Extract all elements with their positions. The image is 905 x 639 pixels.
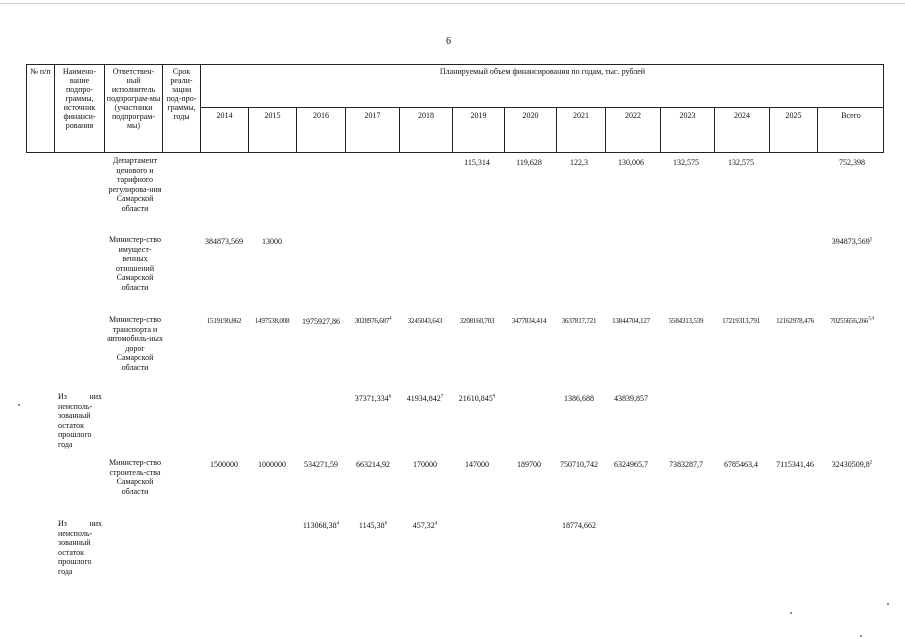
cell-number: 7383287,7 — [669, 460, 703, 469]
cell-value-2019 — [464, 158, 490, 167]
cell-number: 13844704,127 — [612, 317, 650, 325]
scan-speck — [18, 404, 20, 406]
footnote-mark: 3,4 — [868, 316, 874, 322]
header-col-name: Наимено-вание подпро-граммы, источник финанси-рования — [55, 65, 105, 152]
header-year-2017: 2017 — [346, 108, 400, 152]
cell-value-2014 — [210, 460, 238, 469]
row-note: Из них неисполь-зованный остаток прошлого года — [58, 519, 102, 576]
cell-number: 3637817,721 — [561, 317, 597, 325]
header-col-number: № п/п — [27, 65, 55, 152]
cell-number: 115,314 — [464, 158, 490, 167]
cell-value-2016 — [304, 460, 338, 469]
cell-value-2023 — [669, 460, 703, 469]
header-col-term: Срок реали-зации под-про-граммы, годы — [163, 65, 201, 152]
header-year-2020: 2020 — [505, 108, 557, 152]
scan-speck — [860, 635, 862, 637]
cell-number: 5584313,539 — [668, 317, 704, 325]
footnote-mark: 5 — [869, 237, 873, 243]
cell-number: 21610,845 — [458, 394, 493, 403]
cell-value-total — [832, 237, 873, 246]
cell-value-2025 — [776, 460, 814, 469]
cell-number: 132,575 — [673, 158, 699, 167]
cell-number: 3477834,414 — [511, 317, 547, 325]
cell-value-2023 — [669, 317, 704, 325]
cell-value-2024 — [728, 158, 754, 167]
cell-value-2021 — [564, 394, 594, 403]
cell-number: 457,32 — [412, 521, 435, 530]
cell-value-2016 — [302, 317, 340, 326]
cell-number: 37371,334 — [354, 394, 389, 403]
cell-number: 122,3 — [570, 158, 588, 167]
cell-number: 3028976,687 — [354, 317, 390, 325]
page-number: 6 — [446, 36, 451, 47]
cell-value-2019 — [459, 394, 496, 403]
cell-value-2017 — [355, 394, 392, 403]
cell-value-2021 — [562, 521, 596, 530]
cell-value-2019 — [460, 317, 495, 325]
cell-value-2020 — [516, 158, 542, 167]
cell-value-2024 — [724, 460, 758, 469]
header-year-2024: 2024 — [715, 108, 770, 152]
cell-number: 3245043,643 — [407, 317, 443, 325]
row-executor: Департамент ценового и тарифного регулирова-ния Самарской области — [108, 156, 162, 213]
cell-number: 384873,569 — [205, 237, 243, 246]
cell-value-2015 — [258, 460, 286, 469]
cell-number: 1145,38 — [358, 521, 385, 530]
cell-value-2025 — [776, 317, 814, 325]
header-year-2022: 2022 — [606, 108, 661, 152]
cell-value-2020 — [517, 460, 541, 469]
table-header — [26, 64, 884, 153]
cell-value-2021 — [562, 317, 597, 325]
scan-speck — [790, 612, 792, 614]
cell-number: 18774,662 — [562, 521, 596, 530]
cell-number: 132,575 — [728, 158, 754, 167]
row-executor: Министер-ство транспорта и автомобиль-ных дорог Самарской области — [107, 315, 163, 372]
cell-number: 534271,59 — [304, 460, 338, 469]
footnote-mark: 4 — [434, 521, 438, 527]
cell-number: 32430509,8 — [831, 460, 870, 469]
cell-value-2018 — [413, 460, 437, 469]
cell-value-2017 — [359, 521, 387, 530]
header-col-plan: Планируемый объем финансирования по годам, тыс. рублей — [201, 65, 884, 108]
cell-number: 6785463,4 — [724, 460, 758, 469]
cell-value-2020 — [512, 317, 547, 325]
cell-value-2023 — [673, 158, 699, 167]
cell-number: 41934,842 — [406, 394, 441, 403]
footnote-mark: 9 — [492, 394, 496, 400]
footnote-mark: 4 — [336, 521, 340, 527]
header-year-2015: 2015 — [249, 108, 297, 152]
cell-value-2018 — [407, 394, 444, 403]
row-executor: Министер-ство имущест-венных отношений Самарской области — [109, 235, 161, 292]
footnote-mark: 6 — [388, 394, 392, 400]
cell-number: 750710,742 — [560, 460, 598, 469]
cell-number: 752,398 — [839, 158, 865, 167]
cell-value-2021 — [570, 158, 588, 167]
header-plan-group — [201, 65, 884, 152]
header-year-2018: 2018 — [400, 108, 453, 152]
footnote-mark: 6 — [384, 521, 388, 527]
row-executor: Министер-ство строитель-ства Самарской области — [109, 458, 161, 496]
header-year-2023: 2023 — [661, 108, 715, 152]
cell-number: 1975927,86 — [302, 317, 340, 326]
cell-number: 7115341,46 — [776, 460, 814, 469]
cell-number: 6324965,7 — [614, 460, 648, 469]
header-year-2019: 2019 — [453, 108, 505, 152]
cell-number: 1500000 — [210, 460, 238, 469]
cell-value-2017 — [356, 460, 390, 469]
cell-number: 13000 — [262, 237, 282, 246]
header-year-2016: 2016 — [297, 108, 346, 152]
header-year-2025: 2025 — [770, 108, 818, 152]
cell-value-2017 — [355, 317, 392, 325]
cell-value-2016 — [303, 521, 339, 530]
cell-value-2024 — [722, 317, 760, 325]
cell-value-2021 — [560, 460, 598, 469]
cell-value-total — [839, 158, 865, 167]
header-year-total: Всего — [841, 111, 861, 120]
row-note: Из них неисполь-зованный остаток прошлого года — [58, 392, 102, 449]
header-year-2014: 2014 — [201, 108, 249, 152]
cell-number: 113068,38 — [302, 521, 337, 530]
cell-number: 1000000 — [258, 460, 286, 469]
cell-number: 189700 — [517, 460, 541, 469]
cell-value-2022 — [612, 317, 650, 325]
cell-value-2022 — [614, 394, 648, 403]
cell-number: 43839,857 — [614, 394, 648, 403]
footnote-mark: 4 — [389, 316, 392, 322]
cell-number: 119,628 — [516, 158, 542, 167]
header-year-2021: 2021 — [557, 108, 606, 152]
cell-number: 663214,92 — [356, 460, 390, 469]
cell-value-2015 — [262, 237, 282, 246]
cell-number: 170000 — [413, 460, 437, 469]
cell-value-2019 — [465, 460, 489, 469]
cell-value-total — [830, 317, 874, 325]
cell-number: 130,006 — [618, 158, 644, 167]
cell-value-2018 — [408, 317, 443, 325]
footnote-mark: 2 — [869, 460, 873, 466]
cell-number: 3208160,703 — [459, 317, 495, 325]
cell-number: 17219313,791 — [722, 317, 760, 325]
cell-value-2015 — [255, 317, 290, 325]
cell-number: 1497538,008 — [254, 317, 290, 325]
cell-value-2022 — [618, 158, 644, 167]
cell-value-2014 — [205, 237, 243, 246]
header-col-executor: Ответствен-ный исполнитель подпрограм-мы (участники подпрограм-мы) — [105, 65, 163, 152]
cell-value-2018 — [413, 521, 438, 530]
cell-number: 12162978,476 — [776, 317, 814, 325]
cell-number: 394873,569 — [831, 237, 870, 246]
cell-number: 1386,688 — [564, 394, 594, 403]
cell-value-2022 — [614, 460, 648, 469]
scan-speck — [887, 603, 889, 605]
footnote-mark: 7 — [440, 394, 444, 400]
cell-number: 147000 — [465, 460, 489, 469]
cell-value-total — [832, 460, 873, 469]
cell-number: 1519190,862 — [206, 317, 242, 325]
cell-value-2014 — [207, 317, 242, 325]
cell-number: 70255656,266 — [830, 317, 869, 325]
scan-edge-line — [0, 3, 905, 4]
